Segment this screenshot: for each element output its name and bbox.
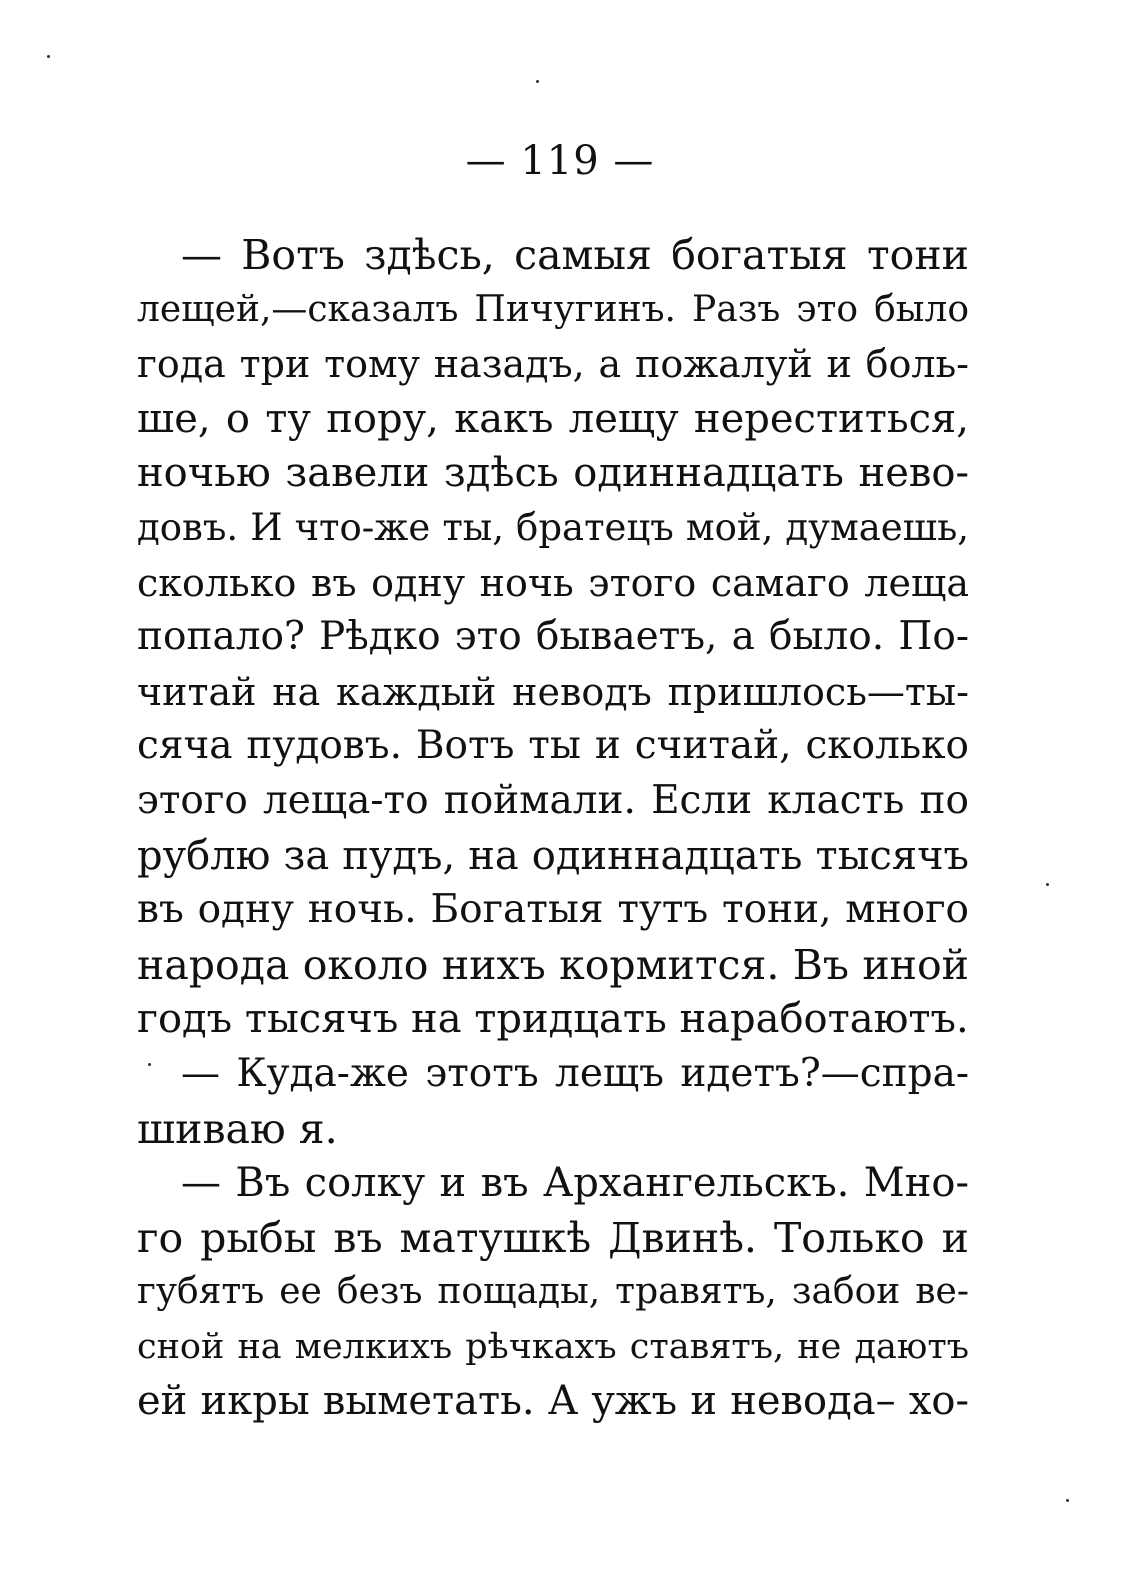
text-line: го рыбы въ матушкѣ Двинѣ. Только и	[137, 1213, 969, 1262]
page-number: — 119 —	[465, 138, 655, 184]
body-text	[137, 228, 969, 1429]
text-line: лещей,—сказалъ Пичугинъ. Разъ это было	[137, 288, 969, 330]
text-line: года три тому назадъ, а пожалуй и боль-	[137, 342, 969, 387]
text-line: читай на каждый неводъ пришлось—ты-	[137, 669, 969, 714]
text-line: народа около нихъ кормится. Въ иной	[137, 940, 969, 989]
text-line: этого леща-то поймали. Если класть по	[137, 777, 969, 823]
text-line: довъ. И что-же ты, братецъ мой, думаешь,	[137, 505, 969, 549]
scan-speck	[536, 80, 539, 83]
text-line: губятъ ее безъ пощады, травятъ, забои ве-	[137, 1271, 969, 1313]
text-line: сколько въ одну ночь этого самаго леща	[137, 560, 969, 605]
text-line: попало? Рѣдко это бываетъ, а было. По-	[137, 614, 969, 660]
scan-speck	[47, 55, 50, 58]
text-line: въ одну ночь. Богатыя тутъ тони, много	[137, 887, 969, 933]
scan-speck	[1066, 1499, 1069, 1502]
scan-speck	[148, 1063, 151, 1066]
text-line: рублю за пудъ, на одиннадцать тысячъ	[137, 832, 969, 879]
text-line: ей икры выметать. А ужъ и невода– хо-	[137, 1378, 969, 1425]
text-line: ночью завели здѣсь одиннадцать нево-	[137, 450, 969, 497]
text-line: — Куда-же этотъ лещъ идетъ?—спра-	[181, 1050, 969, 1096]
text-line: годъ тысячъ на тридцать наработаютъ.	[137, 996, 969, 1043]
text-line: — Вотъ здѣсь, самыя богатыя тони	[181, 231, 969, 279]
text-line: — Въ солку и въ Архангельскъ. Мно-	[181, 1160, 969, 1207]
text-line: сной на мелкихъ рѣчкахъ ставятъ, не даютъ	[137, 1326, 969, 1367]
scan-speck	[1046, 883, 1049, 886]
text-line: сяча пудовъ. Вотъ ты и считай, сколько	[137, 723, 969, 769]
text-line: шиваю я.	[137, 1104, 338, 1153]
text-line: ше, о ту пору, какъ лещу нереститься,	[137, 395, 969, 442]
